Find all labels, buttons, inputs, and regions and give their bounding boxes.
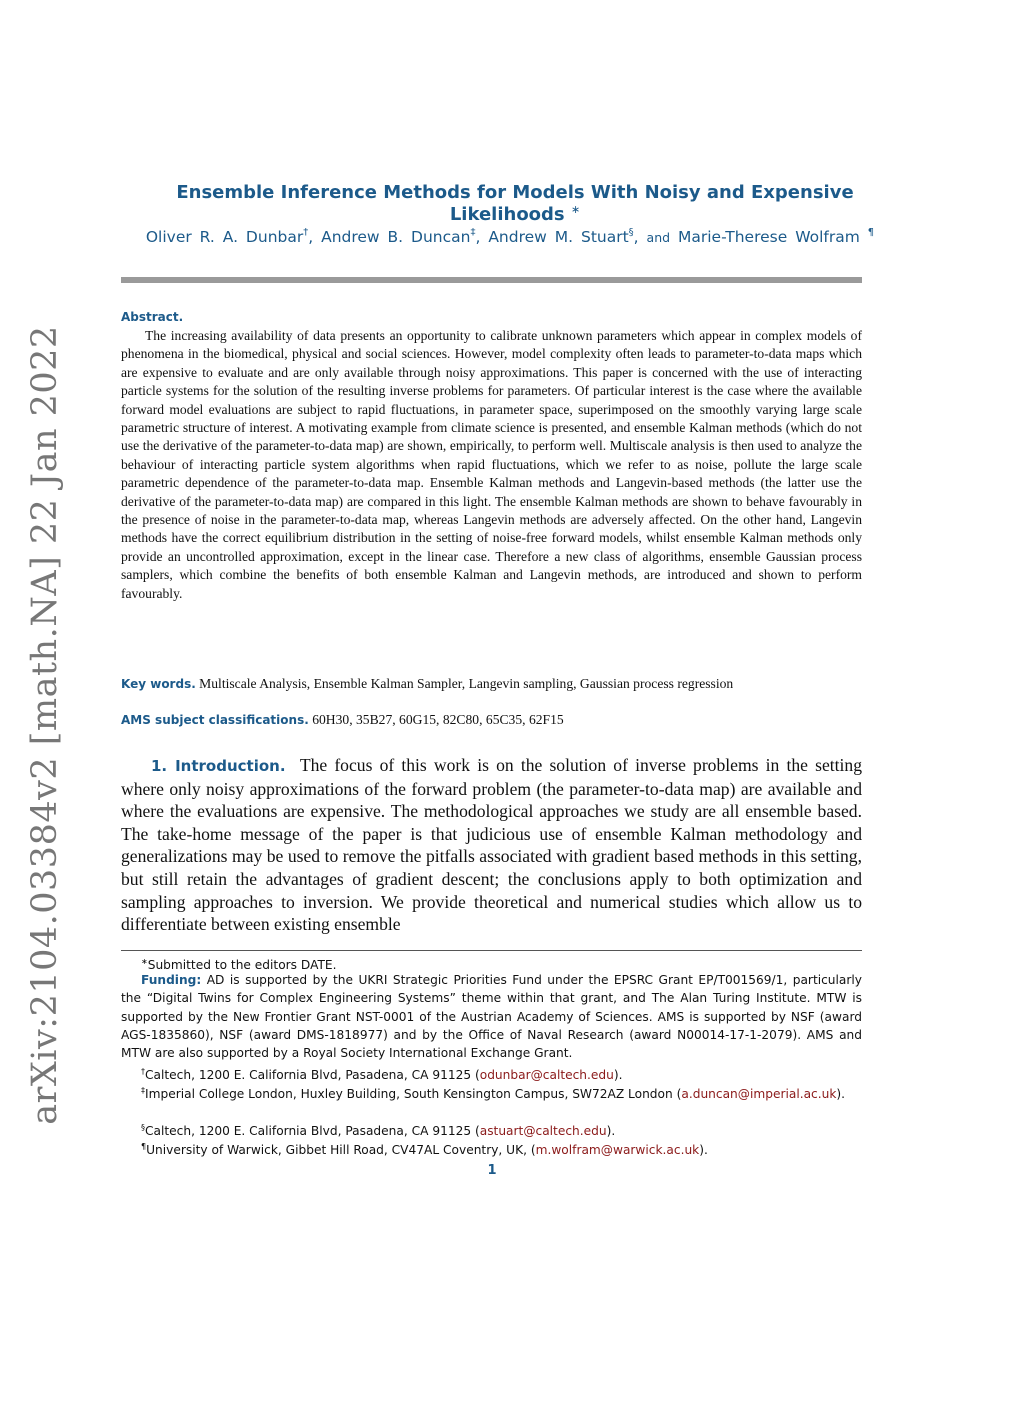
ams-codes: 60H30, 35B27, 60G15, 82C80, 65C35, 62F15 [312, 712, 564, 727]
footnote-text: Caltech, 1200 E. California Blvd, Pasadena, CA 91125 ( [145, 1068, 480, 1082]
author-name: Andrew M. Stuart [488, 228, 629, 246]
author-name: Oliver R. A. Dunbar [145, 228, 304, 246]
footnote-wolfram [121, 1138, 862, 1159]
footnote-close: ). [836, 1087, 846, 1101]
footnote-mark: § [141, 1123, 145, 1132]
author-mark: ¶ [867, 227, 875, 238]
footnote-duncan [121, 1082, 862, 1103]
footnote-text: Imperial College London, Huxley Building, South Kensington Campus, SW72AZ London ( [145, 1087, 682, 1101]
page-number: 1 [487, 1163, 497, 1178]
author-name: Andrew B. Duncan [321, 228, 471, 246]
footnote-close: ). [606, 1124, 616, 1138]
footnote-close: ). [699, 1143, 708, 1157]
author-name: Marie-Therese Wolfram [678, 228, 860, 246]
ams-label: AMS subject classifications. [121, 713, 309, 727]
author-and: and [646, 230, 671, 245]
funding-label: Funding: [141, 973, 202, 987]
abstract-text: The increasing availability of data presents an opportunity to calibrate unknown parameters which appear in complex models of phenomena in the biomedical, physical and social sciences. However, model complexity often leads to parameter-to-data maps which are expensive to evaluate and are only available through noisy approximations. This paper is concerned with the use of interacting particle systems for the solution of the resulting inverse problems for parameters. Of particular interest is the case where the available forward model evaluations are subject to rapid fluctuations, in parameter space, superimposed on the smoothly varying large scale parametric structure of interest. A motivating example from climate science is presented, and ensemble Kalman methods (which do not use the derivative of the parameter-to-data map) are shown, empirically, to perform well. Multiscale analysis is then used to analyze the behaviour of interacting particle system algorithms when rapid fluctuations, which we refer to as noise, pollute the large scale parametric dependence of the parameter-to-data map. Ensemble Kalman methods and Langevin-based methods (the latter use the derivative of the parameter-to-data map) are compared in this light. The ensemble Kalman methods are shown to behave favourably in the presence of noise in the parameter-to-data map, whereas Langevin methods are adversely affected. On the other hand, Langevin methods have the correct equilibrium distribution in the setting of noise-free forward models, whilst ensemble Kalman methods only provide an uncontrolled approximation, except in the linear case. Therefore a new class of algorithms, ensemble Gaussian process samplers, which combine the benefits of both ensemble Kalman and Langevin methods, are introduced and shown to perform favourably. [121, 328, 862, 601]
arxiv-stamp: arXiv:2104.03384v2 [math.NA] 22 Jan 2022 [25, 325, 65, 1125]
title-text: Ensemble Inference Methods for Models With Noisy and Expensive Likelihoods [176, 182, 854, 225]
footnote-text: Submitted to the editors DATE. [147, 958, 337, 972]
title-footnote-mark: ∗ [570, 203, 581, 216]
email-link[interactable]: astuart@caltech.edu [479, 1124, 607, 1138]
author-mark: ‡ [470, 227, 476, 238]
footnote-close: ). [613, 1068, 623, 1082]
footnote-mark: ¶ [141, 1142, 147, 1151]
section-heading: 1. Introduction. [151, 757, 286, 775]
paper-title [120, 182, 910, 225]
keywords-label: Key words. [121, 677, 196, 691]
email-link[interactable]: m.wolfram@warwick.ac.uk [535, 1143, 700, 1157]
footnote-text: Caltech, 1200 E. California Blvd, Pasadena, CA 91125 ( [145, 1124, 480, 1138]
footnote-funding [121, 971, 862, 1062]
keywords [121, 676, 881, 692]
author-mark: † [303, 227, 309, 238]
ams-classifications [121, 712, 564, 728]
footnote-mark: † [141, 1067, 145, 1076]
funding-text: AD is supported by the UKRI Strategic Priorities Fund under the EPSRC Grant EP/T001569/1, particularly the “Digital Twins for Complex Engineering Systems” theme within that grant, and The Alan Turing Institute. MTW is supported by the New Frontier Grant NST-0001 of the Austrian Academy of Sciences. AMS is supported by NSF (award AGS-1835860), NSF (award DMS-1818977) and by the Office of Naval Research (award N00014-17-1-2079). AMS and MTW are also supported by a Royal Society International Exchange Grant. [121, 973, 862, 1061]
keywords-text: Multiscale Analysis, Ensemble Kalman Sampler, Langevin sampling, Gaussian process regression [199, 676, 734, 691]
email-link[interactable]: odunbar@caltech.edu [479, 1068, 614, 1082]
footnote-mark: ∗ [141, 957, 148, 966]
footnote-mark: ‡ [141, 1086, 145, 1095]
author-mark: § [628, 227, 634, 238]
email-link[interactable]: a.duncan@imperial.ac.uk [681, 1087, 837, 1101]
abstract-heading: Abstract. [121, 310, 184, 324]
title-rule [121, 277, 862, 283]
intro-text: The focus of this work is on the solution of inverse problems in the setting where only noisy approximations of the forward problem (the parameter-to-data map) are available and where the evaluations are expensive. The methodological approaches we study are all ensemble based. The take-home message of the paper is that judicious use of ensemble Kalman methodology and generalizations may be used to remove the pitfalls associated with gradient based methods in this setting, but still retain the advantages of gradient descent; the conclusions apply to both optimization and sampling approaches to inversion. We provide theoretical and numerical studies which allow us to differentiate between existing ensemble [121, 755, 863, 935]
footnote-text: University of Warwick, Gibbet Hill Road, CV47AL Coventry, UK, ( [146, 1143, 536, 1157]
author-list: Oliver R. A. Dunbar†, Andrew B. Duncan‡, Andrew M. Stuart§, and Marie-Therese Wolfram ¶ [145, 227, 875, 246]
footnote-rule [121, 950, 862, 951]
introduction [121, 754, 862, 936]
